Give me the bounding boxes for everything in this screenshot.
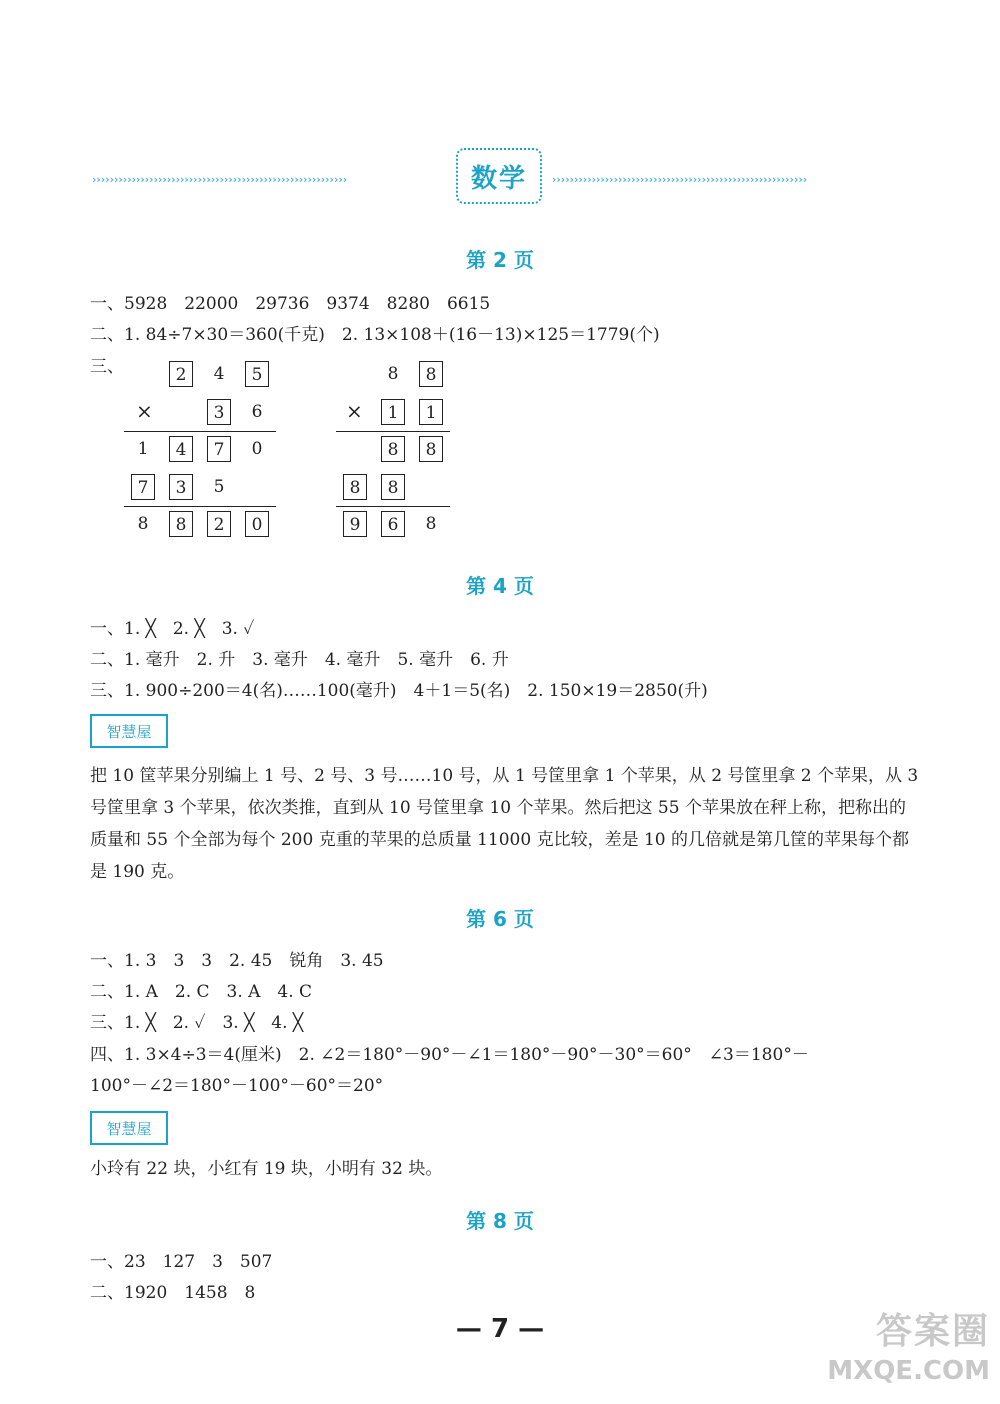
mult1-partial2-digit: 7 (131, 474, 155, 500)
p8-question-2: 二、1920 1458 8 (90, 1283, 256, 1303)
mult1-second-digit: 6 (251, 402, 263, 422)
mult1-partial2-digit: 3 (169, 474, 193, 500)
mult2-top-digit: 8 (387, 364, 399, 384)
mult2-second-digit: 1 (381, 399, 405, 425)
p4-wisdom-label: 智慧屋 (90, 714, 168, 748)
p6-question-3: 三、1. ╳ 2. ✓ 3. ╳ 4. ╳ (90, 1013, 304, 1033)
subject-title: 数学 (470, 163, 527, 194)
mult2-top-digit: 8 (419, 361, 443, 387)
mult1-top-digit: 2 (169, 361, 193, 387)
subject-badge (456, 148, 542, 204)
mult1-rule-2 (124, 506, 276, 507)
mult1-partial1-digit: 7 (207, 436, 231, 462)
mult1-times-sign: × (136, 399, 153, 423)
section-heading-p4: 第 4 页 (466, 574, 534, 598)
mult2-result-digit: 8 (425, 514, 437, 534)
header-dotted-line-left: ›››››››››››››››››››››››››››››››››››››››››››››››››››››››››› (92, 176, 348, 184)
p2-question-2: 二、1. 84÷7×30＝360(千克) 2. 13×108＋(16－13)×125＝1779(个) (90, 325, 660, 345)
p4-question-1: 一、1. ╳ 2. ╳ 3. ✓ (90, 619, 255, 639)
mult1-second-digit: 3 (207, 399, 231, 425)
mult1-result-digit: 0 (245, 511, 269, 537)
mult1-top-digit: 4 (213, 364, 225, 384)
watermark (800, 1310, 996, 1400)
mult2-rule-2 (336, 506, 450, 507)
mult2-second-digit: 1 (419, 399, 443, 425)
mult2-partial1-digit: 8 (381, 436, 405, 462)
p6-question-4-line2: 100°－∠2＝180°－100°－60°＝20° (90, 1076, 384, 1096)
section-heading-p6: 第 6 页 (466, 907, 534, 931)
p4-wisdom-text: 把 10 筐苹果分别编上 1 号、2 号、3 号……10 号，从 1 号筐里拿 1 个苹果，从 2 号筐里拿 2 个苹果，从 3 号筐里拿 3 个苹果，依次类推，直到从 10 号筐里拿 10 个苹果。然后把这 55 个苹果放在秤上称，把称出的质量和 55 个全部为每个 200 克重的苹果的总质量 11000 克比较，差是 10 的几倍就是第几筐的苹果每个都是 190 克。 (90, 766, 919, 882)
watermark-url: MXQE.COM (827, 1356, 990, 1386)
mult1-result-digit: 8 (169, 511, 193, 537)
mult2-result-digit: 6 (381, 511, 405, 537)
p4-question-3: 三、1. 900÷200＝4(名)……100(毫升) 4＋1＝5(名) 2. 150×19＝2850(升) (90, 681, 708, 701)
watermark-logo: 答案圈 (875, 1311, 990, 1352)
p6-question-1: 一、1. 3 3 3 2. 45 锐角 3. 45 (90, 951, 384, 971)
section-heading-p8: 第 8 页 (466, 1209, 534, 1233)
mult1-partial1-digit: 1 (137, 439, 149, 459)
header-dotted-line-right: ›››››››››››››››››››››››››››››››››››››››››››››››››››››››››› (552, 176, 808, 184)
page-number: — 7 — (455, 1314, 545, 1344)
mult2-times-sign: × (346, 399, 363, 423)
mult1-rule-1 (124, 431, 276, 432)
mult1-result-digit: 8 (137, 514, 149, 534)
p6-wisdom-label: 智慧屋 (90, 1111, 168, 1145)
section-heading-p2: 第 2 页 (466, 248, 534, 272)
p6-question-4-line1: 四、1. 3×4÷3＝4(厘米) 2. ∠2＝180°－90°－∠1＝180°－90°－30°＝60° ∠3＝180°－ (90, 1045, 809, 1065)
p4-question-2: 二、1. 毫升 2. 升 3. 毫升 4. 毫升 5. 毫升 6. 升 (90, 650, 509, 670)
mult2-rule-1 (336, 431, 450, 432)
mult1-top-digit: 5 (245, 361, 269, 387)
p2-question-3-label: 三、 (90, 357, 124, 377)
p6-wisdom-text: 小玲有 22 块，小红有 19 块，小明有 32 块。 (90, 1159, 443, 1179)
p8-question-1: 一、23 127 3 507 (90, 1252, 273, 1272)
mult2-result-digit: 9 (343, 511, 367, 537)
p2-question-1: 一、5928 22000 29736 9374 8280 6615 (90, 294, 491, 314)
mult1-result-digit: 2 (207, 511, 231, 537)
mult1-partial2-digit: 5 (213, 477, 225, 497)
mult2-partial2-digit: 8 (343, 474, 367, 500)
mult2-partial1-digit: 8 (419, 436, 443, 462)
mult2-partial2-digit: 8 (381, 474, 405, 500)
mult1-partial1-digit: 4 (169, 436, 193, 462)
mult1-partial1-digit: 0 (251, 439, 263, 459)
p6-question-2: 二、1. A 2. C 3. A 4. C (90, 982, 313, 1002)
